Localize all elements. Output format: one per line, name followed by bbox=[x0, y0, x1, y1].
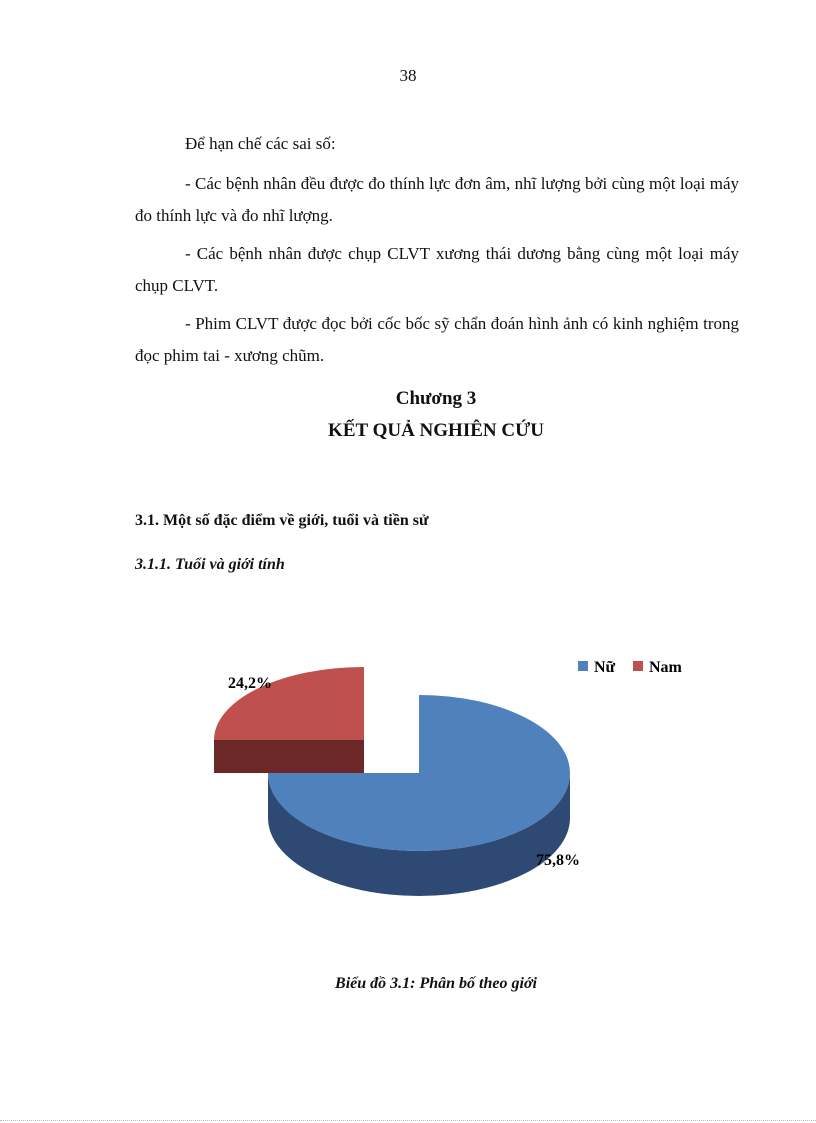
legend-label-nam: Nam bbox=[649, 659, 682, 676]
data-label-nam: 24,2% bbox=[228, 675, 272, 692]
chapter-title: KẾT QUẢ NGHIÊN CỨU bbox=[328, 420, 544, 441]
data-label-nu: 75,8% bbox=[536, 852, 580, 869]
page-number: 38 bbox=[399, 66, 417, 85]
chart-caption: Biểu đồ 3.1: Phân bố theo giới bbox=[335, 975, 537, 992]
page-bottom-rule bbox=[0, 1120, 816, 1121]
slice-side-nam bbox=[214, 740, 364, 773]
bullet-2: - Các bệnh nhân được chụp CLVT xương thái dương bằng cùng một loại máy chụp CLVT. bbox=[135, 244, 739, 295]
subsection-heading: 3.1.1. Tuổi và giới tính bbox=[135, 556, 285, 573]
legend-label-nu: Nữ bbox=[594, 659, 616, 676]
intro-text: Để hạn chế các sai số: bbox=[185, 134, 336, 153]
legend-swatch-nam bbox=[633, 661, 643, 671]
bullet-3: - Phim CLVT được đọc bởi cốc bốc sỹ chẩn đoán hình ảnh có kinh nghiệm trong đọc phim tai - xương chũm. bbox=[135, 314, 739, 365]
section-heading: 3.1. Một số đặc điểm về giới, tuổi và tiền sử bbox=[135, 512, 429, 529]
legend-swatch-nu bbox=[578, 661, 588, 671]
chapter-number: Chương 3 bbox=[395, 388, 477, 409]
bullet-1: - Các bệnh nhân đều được đo thính lực đơn âm, nhĩ lượng bởi cùng một loại máy đo thính lực và đo nhĩ lượng. bbox=[135, 174, 739, 225]
